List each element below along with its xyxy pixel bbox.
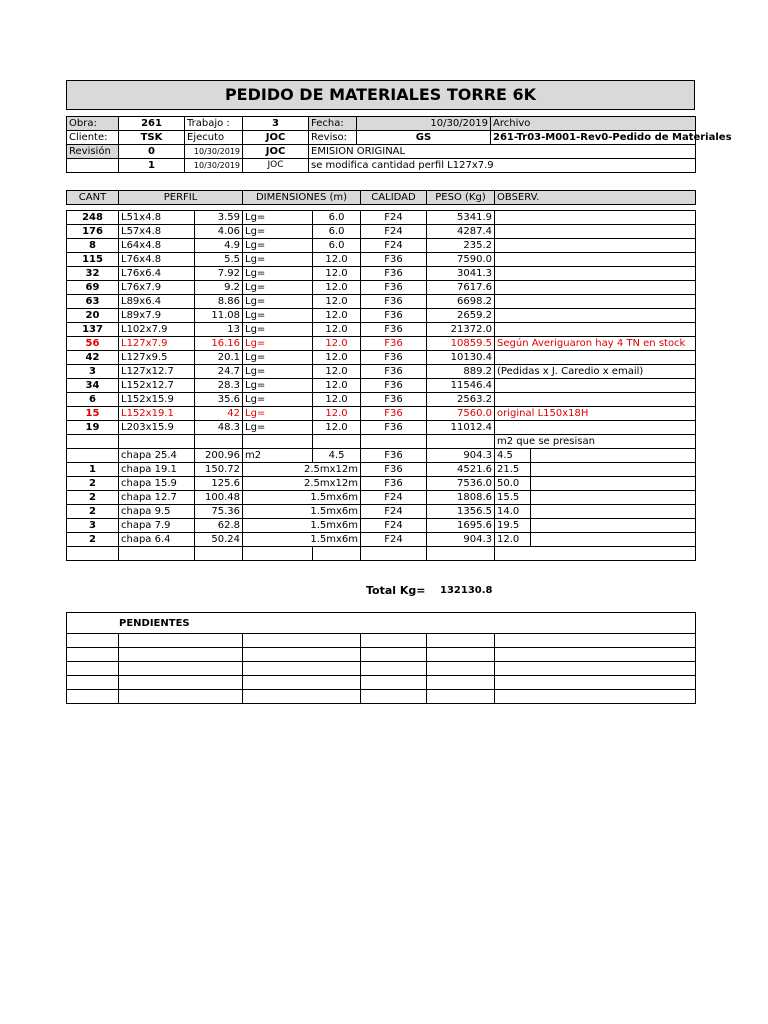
m2-cell: 14.0 xyxy=(495,505,531,519)
peso-cell: 10130.4 xyxy=(427,351,495,365)
col-peso: PESO (Kg) xyxy=(427,191,495,205)
dim-cell: 6.0 xyxy=(313,211,361,225)
kgm-cell: 48.3 xyxy=(195,421,243,435)
kgm-cell: 4.9 xyxy=(195,239,243,253)
fecha-value: 10/30/2019 xyxy=(357,117,491,131)
revision-0-date: 10/30/2019 xyxy=(185,145,243,159)
calidad-cell: F24 xyxy=(361,533,427,547)
obs-cell: Según Averiguaron hay 4 TN en stock xyxy=(495,337,696,351)
dim-cell: 1.5mx6m xyxy=(243,491,361,505)
pendiente-row xyxy=(67,690,696,704)
total-label: Total Kg= xyxy=(366,584,426,597)
revision-label: Revisión xyxy=(67,145,119,159)
cant-cell: 69 xyxy=(67,281,119,295)
dim-cell: 1.5mx6m xyxy=(243,519,361,533)
calidad-cell: F36 xyxy=(361,393,427,407)
pendiente-row xyxy=(67,676,696,690)
lg-cell: Lg= xyxy=(243,407,313,421)
perfil-cell: L152x12.7 xyxy=(119,379,195,393)
obs-cell xyxy=(495,421,696,435)
obs-cell xyxy=(531,519,696,533)
calidad-cell: F24 xyxy=(361,519,427,533)
perfil-cell: chapa 6.4 xyxy=(119,533,195,547)
chapa-row xyxy=(67,477,696,491)
m2-cell: 12.0 xyxy=(495,533,531,547)
lg-cell: Lg= xyxy=(243,337,313,351)
peso-cell: 7617.6 xyxy=(427,281,495,295)
kgm-cell: 16.16 xyxy=(195,337,243,351)
kgm-cell: 9.2 xyxy=(195,281,243,295)
obra-label: Obra: xyxy=(67,117,119,131)
cant-cell: 6 xyxy=(67,393,119,407)
pendiente-cell xyxy=(361,662,427,676)
pendiente-cell xyxy=(67,690,119,704)
obs-cell xyxy=(495,393,696,407)
peso-cell: 235.2 xyxy=(427,239,495,253)
obs-cell xyxy=(531,477,696,491)
obs-cell: (Pedidas x J. Caredio x email) xyxy=(495,365,696,379)
pendiente-cell xyxy=(119,676,243,690)
kgm-cell: 7.92 xyxy=(195,267,243,281)
peso-cell: 10859.5 xyxy=(427,337,495,351)
material-row xyxy=(67,295,696,309)
calidad-cell: F24 xyxy=(361,491,427,505)
calidad-cell: F36 xyxy=(361,449,427,463)
kgm-cell: 24.7 xyxy=(195,365,243,379)
pendiente-cell xyxy=(243,690,361,704)
perfil-cell: L76x6.4 xyxy=(119,267,195,281)
kgm-cell: 35.6 xyxy=(195,393,243,407)
lg-cell: Lg= xyxy=(243,295,313,309)
cant-cell: 137 xyxy=(67,323,119,337)
calidad-cell: F36 xyxy=(361,365,427,379)
kgm-cell: 8.86 xyxy=(195,295,243,309)
empty-cell xyxy=(427,435,495,449)
calidad-cell: F36 xyxy=(361,421,427,435)
material-row xyxy=(67,211,696,225)
cant-cell: 176 xyxy=(67,225,119,239)
dim-cell: 12.0 xyxy=(313,253,361,267)
cant-cell: 8 xyxy=(67,239,119,253)
empty-cell xyxy=(119,435,195,449)
trabajo-label: Trabajo : xyxy=(185,117,243,131)
pendiente-cell xyxy=(495,662,696,676)
empty-cell xyxy=(361,547,427,561)
cant-cell: 2 xyxy=(67,491,119,505)
peso-cell: 1808.6 xyxy=(427,491,495,505)
dim-cell: 12.0 xyxy=(313,407,361,421)
pendiente-cell xyxy=(119,634,243,648)
pendiente-cell xyxy=(67,634,119,648)
kgm-cell: 5.5 xyxy=(195,253,243,267)
empty-cell xyxy=(67,435,119,449)
obs-cell xyxy=(531,533,696,547)
kgm-cell: 125.6 xyxy=(195,477,243,491)
peso-cell: 7590.0 xyxy=(427,253,495,267)
calidad-cell: F36 xyxy=(361,295,427,309)
calidad-cell: F36 xyxy=(361,323,427,337)
dim-cell: 4.5 xyxy=(313,449,361,463)
cant-cell: 56 xyxy=(67,337,119,351)
material-row xyxy=(67,239,696,253)
empty-cell xyxy=(119,547,195,561)
obs-cell xyxy=(495,309,696,323)
perfil-cell: L89x7.9 xyxy=(119,309,195,323)
peso-cell: 889.2 xyxy=(427,365,495,379)
calidad-cell: F36 xyxy=(361,477,427,491)
material-row xyxy=(67,225,696,239)
calidad-cell: F24 xyxy=(361,211,427,225)
calidad-cell: F36 xyxy=(361,309,427,323)
m2-note-row xyxy=(67,435,696,449)
peso-cell: 1356.5 xyxy=(427,505,495,519)
empty-cell xyxy=(195,547,243,561)
m2-note: m2 que se presisan xyxy=(495,435,696,449)
perfil-cell: L57x4.8 xyxy=(119,225,195,239)
lg-cell: Lg= xyxy=(243,309,313,323)
obs-cell xyxy=(495,323,696,337)
kgm-cell: 42 xyxy=(195,407,243,421)
lg-cell: Lg= xyxy=(243,421,313,435)
pendiente-row xyxy=(67,634,696,648)
kgm-cell: 62.8 xyxy=(195,519,243,533)
kgm-cell: 11.08 xyxy=(195,309,243,323)
cant-cell: 19 xyxy=(67,421,119,435)
lg-cell: m2 xyxy=(243,449,313,463)
perfil-cell: L102x7.9 xyxy=(119,323,195,337)
chapa-row xyxy=(67,519,696,533)
peso-cell: 4287.4 xyxy=(427,225,495,239)
material-row xyxy=(67,309,696,323)
calidad-cell: F36 xyxy=(361,281,427,295)
obs-cell xyxy=(495,295,696,309)
m2-cell: 4.5 xyxy=(495,449,531,463)
cant-cell: 2 xyxy=(67,477,119,491)
lg-cell: Lg= xyxy=(243,267,313,281)
material-row xyxy=(67,253,696,267)
header-info-table xyxy=(66,116,732,173)
obs-cell xyxy=(531,505,696,519)
cant-cell: 34 xyxy=(67,379,119,393)
cant-cell: 20 xyxy=(67,309,119,323)
peso-cell: 5341.9 xyxy=(427,211,495,225)
perfil-cell: L64x4.8 xyxy=(119,239,195,253)
peso-cell: 6698.2 xyxy=(427,295,495,309)
cant-cell: 32 xyxy=(67,267,119,281)
lg-cell: Lg= xyxy=(243,393,313,407)
peso-cell: 11012.4 xyxy=(427,421,495,435)
cant-cell: 2 xyxy=(67,533,119,547)
pendientes-title: PENDIENTES xyxy=(67,613,696,634)
pendiente-cell xyxy=(495,690,696,704)
empty-row xyxy=(67,547,696,561)
perfil-cell: chapa 12.7 xyxy=(119,491,195,505)
perfil-cell: chapa 15.9 xyxy=(119,477,195,491)
empty-cell xyxy=(67,547,119,561)
dim-cell: 12.0 xyxy=(313,379,361,393)
lg-cell: Lg= xyxy=(243,323,313,337)
perfil-cell: L76x7.9 xyxy=(119,281,195,295)
perfil-cell: L89x6.4 xyxy=(119,295,195,309)
pendiente-row xyxy=(67,648,696,662)
material-row xyxy=(67,267,696,281)
pendiente-cell xyxy=(67,662,119,676)
peso-cell: 904.3 xyxy=(427,449,495,463)
cliente-label: Cliente: xyxy=(67,131,119,145)
pendiente-cell xyxy=(427,634,495,648)
ejecuto-label: Ejecuto xyxy=(185,131,243,145)
peso-cell: 11546.4 xyxy=(427,379,495,393)
material-row xyxy=(67,393,696,407)
obs-cell xyxy=(495,239,696,253)
calidad-cell: F36 xyxy=(361,253,427,267)
obs-cell xyxy=(495,267,696,281)
archivo-label: Archivo xyxy=(491,117,696,131)
perfil-cell: chapa 25.4 xyxy=(119,449,195,463)
dim-cell: 12.0 xyxy=(313,365,361,379)
col-perfil: PERFIL xyxy=(119,191,243,205)
calidad-cell: F36 xyxy=(361,267,427,281)
cant-cell: 15 xyxy=(67,407,119,421)
m2-cell: 50.0 xyxy=(495,477,531,491)
dim-cell: 2.5mx12m xyxy=(243,463,361,477)
kgm-cell: 20.1 xyxy=(195,351,243,365)
obs-cell xyxy=(531,449,696,463)
total-value: 132130.8 xyxy=(440,585,493,596)
col-observ: OBSERV. xyxy=(495,191,696,205)
pendiente-cell xyxy=(243,634,361,648)
cant-cell xyxy=(67,449,119,463)
peso-cell: 904.3 xyxy=(427,533,495,547)
col-dimensiones: DIMENSIONES (m) xyxy=(243,191,361,205)
dim-cell: 12.0 xyxy=(313,351,361,365)
pendiente-cell xyxy=(495,648,696,662)
obs-cell: original L150x18H xyxy=(495,407,696,421)
kgm-cell: 75.36 xyxy=(195,505,243,519)
material-row xyxy=(67,407,696,421)
obs-cell xyxy=(495,351,696,365)
revision-1-by: JOC xyxy=(243,159,309,173)
lg-cell: Lg= xyxy=(243,211,313,225)
material-row xyxy=(67,421,696,435)
calidad-cell: F36 xyxy=(361,407,427,421)
peso-cell: 7560.0 xyxy=(427,407,495,421)
empty-cell xyxy=(313,547,361,561)
obra-value: 261 xyxy=(119,117,185,131)
revision-1-num: 1 xyxy=(119,159,185,173)
materials-table xyxy=(66,190,696,561)
empty-cell xyxy=(243,547,313,561)
empty-cell xyxy=(495,547,696,561)
empty-cell xyxy=(243,435,313,449)
dim-cell: 12.0 xyxy=(313,267,361,281)
pendiente-cell xyxy=(67,648,119,662)
lg-cell: Lg= xyxy=(243,379,313,393)
calidad-cell: F24 xyxy=(361,225,427,239)
peso-cell: 2563.2 xyxy=(427,393,495,407)
chapa-row xyxy=(67,449,696,463)
pendiente-cell xyxy=(243,662,361,676)
pendiente-row xyxy=(67,662,696,676)
peso-cell: 2659.2 xyxy=(427,309,495,323)
cant-cell: 42 xyxy=(67,351,119,365)
empty-cell xyxy=(313,435,361,449)
page-title: PEDIDO DE MATERIALES TORRE 6K xyxy=(66,80,695,110)
kgm-cell: 4.06 xyxy=(195,225,243,239)
dim-cell: 12.0 xyxy=(313,421,361,435)
perfil-cell: L51x4.8 xyxy=(119,211,195,225)
fecha-label: Fecha: xyxy=(309,117,357,131)
cant-cell: 2 xyxy=(67,505,119,519)
material-row xyxy=(67,379,696,393)
kgm-cell: 150.72 xyxy=(195,463,243,477)
calidad-cell: F36 xyxy=(361,379,427,393)
revision-0-num: 0 xyxy=(119,145,185,159)
pendiente-cell xyxy=(243,648,361,662)
kgm-cell: 50.24 xyxy=(195,533,243,547)
obs-cell xyxy=(495,281,696,295)
pendiente-cell xyxy=(361,648,427,662)
kgm-cell: 200.96 xyxy=(195,449,243,463)
peso-cell: 21372.0 xyxy=(427,323,495,337)
dim-cell: 12.0 xyxy=(313,295,361,309)
archivo-value: 261-Tr03-M001-Rev0-Pedido de Materiales xyxy=(491,131,696,145)
material-row xyxy=(67,337,696,351)
kgm-cell: 13 xyxy=(195,323,243,337)
reviso-value: GS xyxy=(357,131,491,145)
m2-cell: 21.5 xyxy=(495,463,531,477)
peso-cell: 7536.0 xyxy=(427,477,495,491)
revision-1-date: 10/30/2019 xyxy=(185,159,243,173)
lg-cell: Lg= xyxy=(243,351,313,365)
kgm-cell: 3.59 xyxy=(195,211,243,225)
reviso-label: Reviso: xyxy=(309,131,357,145)
lg-cell: Lg= xyxy=(243,281,313,295)
dim-cell: 12.0 xyxy=(313,323,361,337)
pendiente-cell xyxy=(427,648,495,662)
pendiente-cell xyxy=(427,662,495,676)
perfil-cell: L127x7.9 xyxy=(119,337,195,351)
obs-cell xyxy=(531,463,696,477)
calidad-cell: F24 xyxy=(361,239,427,253)
pendiente-cell xyxy=(361,634,427,648)
m2-cell: 19.5 xyxy=(495,519,531,533)
calidad-cell: F36 xyxy=(361,463,427,477)
perfil-cell: chapa 19.1 xyxy=(119,463,195,477)
trabajo-value: 3 xyxy=(243,117,309,131)
col-calidad: CALIDAD xyxy=(361,191,427,205)
pendiente-cell xyxy=(495,676,696,690)
cant-cell: 63 xyxy=(67,295,119,309)
chapa-row xyxy=(67,463,696,477)
perfil-cell: L152x19.1 xyxy=(119,407,195,421)
pendientes-table xyxy=(66,612,696,704)
calidad-cell: F24 xyxy=(361,505,427,519)
material-row xyxy=(67,281,696,295)
dim-cell: 12.0 xyxy=(313,337,361,351)
lg-cell: Lg= xyxy=(243,239,313,253)
pendiente-cell xyxy=(119,690,243,704)
cant-cell: 115 xyxy=(67,253,119,267)
perfil-cell: chapa 9.5 xyxy=(119,505,195,519)
kgm-cell: 100.48 xyxy=(195,491,243,505)
material-row xyxy=(67,351,696,365)
cant-cell: 3 xyxy=(67,519,119,533)
dim-cell: 12.0 xyxy=(313,281,361,295)
pendiente-cell xyxy=(67,676,119,690)
obs-cell xyxy=(495,379,696,393)
cliente-value: TSK xyxy=(119,131,185,145)
perfil-cell: L203x15.9 xyxy=(119,421,195,435)
material-row xyxy=(67,323,696,337)
material-row xyxy=(67,365,696,379)
pendiente-cell xyxy=(243,676,361,690)
cant-cell: 3 xyxy=(67,365,119,379)
calidad-cell: F36 xyxy=(361,337,427,351)
peso-cell: 3041.3 xyxy=(427,267,495,281)
lg-cell: Lg= xyxy=(243,225,313,239)
pendiente-cell xyxy=(361,690,427,704)
perfil-cell: L127x12.7 xyxy=(119,365,195,379)
obs-cell xyxy=(531,491,696,505)
pendiente-cell xyxy=(495,634,696,648)
revision-0-by: JOC xyxy=(243,145,309,159)
dim-cell: 12.0 xyxy=(313,393,361,407)
perfil-cell: chapa 7.9 xyxy=(119,519,195,533)
perfil-cell: L152x15.9 xyxy=(119,393,195,407)
perfil-cell: L76x4.8 xyxy=(119,253,195,267)
pendiente-cell xyxy=(427,690,495,704)
pendiente-cell xyxy=(119,648,243,662)
lg-cell: Lg= xyxy=(243,365,313,379)
empty-cell xyxy=(427,547,495,561)
ejecuto-value: JOC xyxy=(243,131,309,145)
dim-cell: 6.0 xyxy=(313,225,361,239)
dim-cell: 6.0 xyxy=(313,239,361,253)
peso-cell: 4521.6 xyxy=(427,463,495,477)
revision-blank xyxy=(67,159,119,173)
obs-cell xyxy=(495,253,696,267)
kgm-cell: 28.3 xyxy=(195,379,243,393)
lg-cell: Lg= xyxy=(243,253,313,267)
dim-cell: 1.5mx6m xyxy=(243,533,361,547)
peso-cell: 1695.6 xyxy=(427,519,495,533)
revision-1-desc: se modifica cantidad perfil L127x7.9 xyxy=(309,159,696,173)
m2-cell: 15.5 xyxy=(495,491,531,505)
cant-cell: 1 xyxy=(67,463,119,477)
pendiente-cell xyxy=(361,676,427,690)
obs-cell xyxy=(495,225,696,239)
dim-cell: 12.0 xyxy=(313,309,361,323)
chapa-row xyxy=(67,505,696,519)
revision-0-desc: EMISION ORIGINAL xyxy=(309,145,696,159)
calidad-cell: F36 xyxy=(361,351,427,365)
dim-cell: 2.5mx12m xyxy=(243,477,361,491)
chapa-row xyxy=(67,533,696,547)
pendiente-cell xyxy=(119,662,243,676)
col-cant: CANT xyxy=(67,191,119,205)
cant-cell: 248 xyxy=(67,211,119,225)
pendiente-cell xyxy=(427,676,495,690)
empty-cell xyxy=(361,435,427,449)
obs-cell xyxy=(495,211,696,225)
empty-cell xyxy=(195,435,243,449)
perfil-cell: L127x9.5 xyxy=(119,351,195,365)
chapa-row xyxy=(67,491,696,505)
dim-cell: 1.5mx6m xyxy=(243,505,361,519)
